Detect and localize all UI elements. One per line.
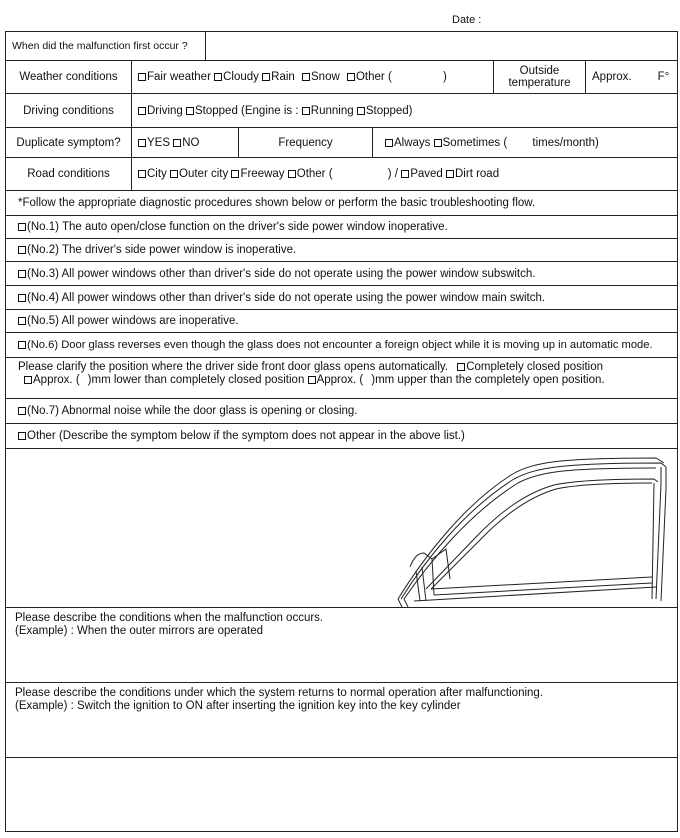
checkbox-icon (308, 376, 316, 384)
checkbox-icon (138, 139, 146, 147)
symptom-row-3[interactable] (6, 262, 677, 286)
approx-lower-text: )mm lower than completely closed position (87, 374, 305, 386)
symptom-row-7[interactable] (6, 399, 677, 424)
weather-other-option[interactable]: Other ( (347, 71, 392, 83)
checkbox-icon (18, 432, 26, 440)
duplicate-row (6, 128, 677, 158)
engine-stopped-option[interactable]: Stopped) (357, 105, 413, 117)
checkbox-icon (138, 73, 146, 81)
duplicate-label: Duplicate symptom? (16, 136, 121, 149)
frequency-options (373, 128, 677, 157)
checkbox-icon (401, 170, 409, 178)
checkbox-icon (302, 73, 310, 81)
completely-closed-option[interactable]: Completely closed position (457, 361, 603, 373)
checkbox-icon (231, 170, 239, 178)
checkbox-icon (214, 73, 222, 81)
checkbox-icon (457, 363, 465, 371)
checkbox-icon (186, 107, 194, 115)
symptom-row-4[interactable] (6, 286, 677, 310)
approx-upper-text: )mm upper than the completely open position. (371, 374, 605, 386)
approx-lower-option[interactable]: Approx. ( (24, 374, 80, 386)
times-per-month: times/month) (532, 136, 599, 149)
checkbox-icon (385, 139, 393, 147)
driving-row (6, 94, 677, 128)
checkbox-icon (18, 223, 26, 231)
temp-unit: F° (657, 71, 670, 83)
symptom-row-2[interactable] (6, 239, 677, 262)
symptom-text: (No.1) The auto open/close function on the driver's side power window inoperative. (27, 221, 448, 233)
describe-malfunction-text: Please describe the conditions when the malfunction occurs. (15, 612, 324, 624)
checkbox-icon (18, 407, 26, 415)
symptom-text: (No.7) Abnormal noise while the door glass is opening or closing. (27, 405, 358, 417)
driving-options (132, 94, 677, 127)
weather-label-cell (6, 61, 132, 93)
symptom-row-6[interactable] (6, 333, 677, 358)
follow-note-row (6, 191, 677, 216)
road-separator: ) / (387, 168, 398, 180)
clarify-text: Please clarify the position where the driver side front door glass opens automatically. (18, 361, 448, 373)
weather-rain-option[interactable]: Rain (262, 71, 295, 83)
duplicate-yes-no (132, 128, 239, 157)
checkbox-icon (357, 107, 365, 115)
describe-malfunction-example: (Example) : When the outer mirrors are operated (15, 625, 263, 637)
symptom-text: (No.6) Door glass reverses even though the glass does not encounter a foreign object while it is moving up in automatic mode. (27, 339, 653, 351)
checkbox-icon (302, 107, 310, 115)
symptom-text: (No.2) The driver's side power window is inoperative. (27, 244, 297, 256)
date-label: Date : (452, 14, 482, 26)
checkbox-icon (18, 341, 26, 349)
checkbox-icon (262, 73, 270, 81)
road-other-option[interactable]: Other ( (288, 168, 333, 180)
road-city-option[interactable]: City (138, 168, 167, 180)
checkbox-icon (24, 376, 32, 384)
checkbox-icon (434, 139, 442, 147)
follow-note: *Follow the appropriate diagnostic procedures shown below or perform the basic troubleshooting flow. (18, 197, 536, 209)
checkbox-icon (138, 170, 146, 178)
weather-other-close: ) (442, 71, 447, 83)
road-row (6, 158, 677, 191)
road-options (132, 158, 677, 190)
door-window-illustration (6, 449, 677, 607)
outside-temp-label-cell (494, 61, 586, 93)
approx-label: Approx. (592, 71, 632, 83)
describe-malfunction-row[interactable] (6, 608, 677, 683)
sometimes-option[interactable]: Sometimes ( (434, 137, 508, 149)
road-freeway-option[interactable]: Freeway (231, 168, 284, 180)
engine-running-option[interactable]: Running (302, 105, 354, 117)
outside-temp-field[interactable] (586, 61, 677, 93)
describe-recovery-text: Please describe the conditions under which the system returns to normal operation after malfunctioning. (15, 687, 544, 699)
checkbox-icon (18, 317, 26, 325)
first-occur-label: When did the malfunction first occur ? (12, 40, 188, 52)
other-symptom-text: Other (Describe the symptom below if the symptom does not appear in the above list.) (27, 430, 465, 442)
symptom-row-5[interactable] (6, 310, 677, 333)
describe-recovery-row[interactable] (6, 683, 677, 758)
road-label: Road conditions (27, 168, 110, 180)
symptom-text: (No.4) All power windows other than driver's side do not operate using the power window main switch. (27, 291, 546, 304)
road-label-cell (6, 158, 132, 190)
duplicate-label-cell (6, 128, 132, 157)
weather-row (6, 61, 677, 94)
driving-label: Driving conditions (23, 104, 114, 117)
checkbox-icon (18, 270, 26, 278)
weather-cloudy-option[interactable]: Cloudy (214, 71, 259, 83)
illustration-area[interactable] (6, 449, 677, 608)
approx-upper-option[interactable]: Approx. ( (308, 374, 364, 386)
driving-option[interactable]: Driving (138, 105, 183, 117)
first-occur-row (6, 32, 677, 61)
first-occur-field[interactable] (206, 32, 677, 60)
checkbox-icon (18, 246, 26, 254)
weather-fair-option[interactable]: Fair weather (138, 71, 211, 83)
checkbox-icon (138, 107, 146, 115)
road-outer-city-option[interactable]: Outer city (170, 168, 228, 180)
road-paved-option[interactable]: Paved (401, 168, 443, 180)
symptom-text: (No.5) All power windows are inoperative. (27, 315, 239, 327)
checkbox-icon (170, 170, 178, 178)
diagnostic-worksheet (5, 31, 678, 832)
clarify-row (6, 358, 677, 399)
checkbox-icon (347, 73, 355, 81)
checkbox-icon (173, 139, 181, 147)
always-option[interactable]: Always (385, 137, 430, 149)
weather-options (132, 61, 494, 93)
weather-snow-option[interactable]: Snow (302, 71, 340, 83)
checkbox-icon (18, 294, 26, 302)
weather-label: Weather conditions (19, 71, 118, 83)
checkbox-icon (446, 170, 454, 178)
road-dirt-option[interactable]: Dirt road (446, 168, 499, 180)
other-symptom-row[interactable] (6, 424, 677, 449)
stopped-option[interactable]: Stopped (Engine is : (186, 105, 299, 117)
first-occur-label-cell (6, 32, 206, 60)
symptom-text: (No.3) All power windows other than driver's side do not operate using the power window subswitch. (27, 267, 536, 280)
symptom-row-1[interactable] (6, 216, 677, 239)
duplicate-yes-option[interactable]: YES (138, 137, 170, 149)
duplicate-no-option[interactable]: NO (173, 137, 199, 149)
describe-recovery-example: (Example) : Switch the ignition to ON after inserting the ignition key into the key cylinder (15, 700, 461, 712)
outside-temp-label: Outside temperature (508, 65, 571, 89)
frequency-label: Frequency (278, 136, 333, 149)
frequency-label-cell (239, 128, 373, 157)
notes-area[interactable] (6, 758, 677, 831)
driving-label-cell (6, 94, 132, 127)
checkbox-icon (288, 170, 296, 178)
